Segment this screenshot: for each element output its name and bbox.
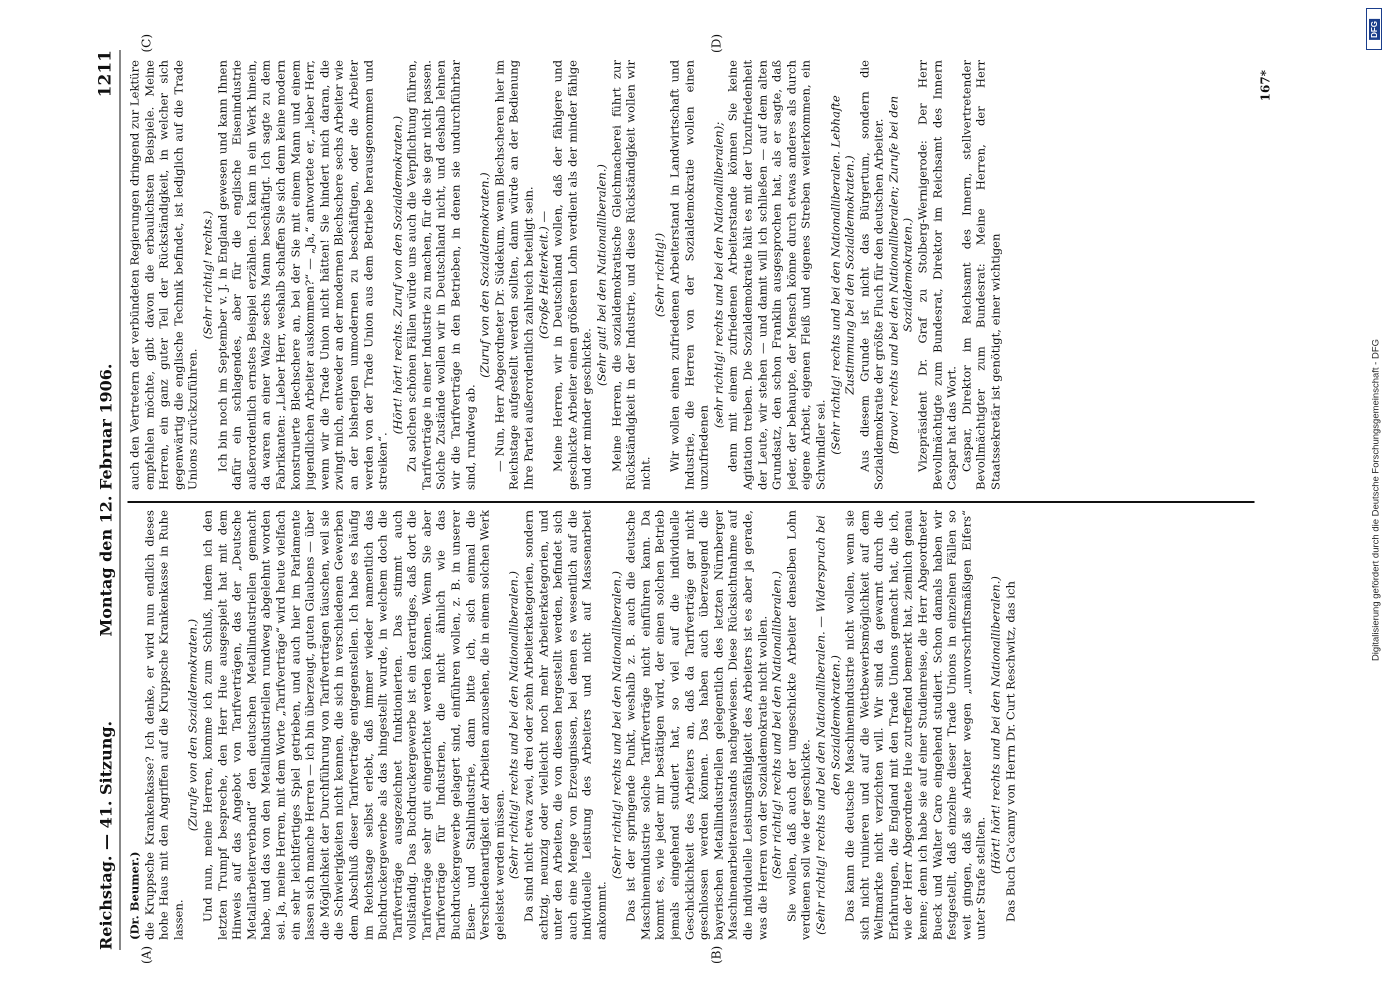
dfg-logo: DFG [1366,8,1382,50]
right-interjection: (sehr richtig! rechts und bei den Nationalliberalen); [710,121,725,429]
column-divider [127,502,1254,504]
left-interjection: (Sehr richtig! rechts und bei den Nationalliberalen.) [608,570,623,880]
left-interjection: (Sehr richtig! rechts und bei den Nationalliberalen.) [506,570,521,880]
header-date: Montag den 12. Februar 1906. [96,363,115,637]
right-paragraph: Wir wollen einen zufriedenen Arbeiterstand in Landwirtschaft und Industrie, die Herren von der Sozialdemokratie wollen einen unzufriedenen [666,60,711,490]
right-text-column [127,60,1244,490]
right-interjection: (Große Heiterkeit.) — [535,210,550,340]
right-paragraph: Aus diesem Grunde ist nicht das Bürgertum, sondern die Sozialdemokratie der größte Fluch für den deutschen Arbeiter. [856,60,886,490]
right-interjection: (Zuruf von den Sozialdemokraten.) [477,172,492,378]
right-paragraph: Ich bin noch im September v. J. in England gewesen und kann Ihnen dafür ein schlagendes, aber für die englische Eisenindustrie außerordentlich ernstes Beispiel erzählen. Ich kam in ein Werk hinein, da waren an einer Walze sechs Mann beschäftigt. Ich sagte zu dem Fabrikanten: „Lieber Herr, weshalb schaffen Sie sich denn keine modern konstruierte Blechschere an, bei der Sie mit einem Mann und einem jugendlichen Arbeiter auskommen?“ — „Ja,“ antwortete er, „lieber Herr, wenn wir die Trade Union nicht hätten! Sie hindert mich daran, die zwingt mich, entweder an der modernen Blechschere sechs Arbeiter wie an der bisherigen unmodernen zu beschäftigen, oder die Arbeiter werden von der Trade Union aus dem Betriebe herausgenommen und streiken“. [214,60,390,490]
margin-letter-c: (C) [139,34,153,53]
left-paragraph: Sie wollen, daß auch der ungeschickte Arbeiter denselben Lohn verdienen soll wie der geschickte. [783,510,813,940]
right-interjection: (Sehr richtig! rechts.) [199,210,214,340]
left-interjection: (Zurufe von den Sozialdemokraten.) [185,618,200,832]
speaker-tag: (Dr. Beumer.) [127,851,141,940]
right-interjection: (Sehr richtig!) [652,232,667,318]
left-paragraph: Das ist der springende Punkt, weshalb z. B. auch die deutsche Maschinenindustrie solche Tarifverträge nicht einführen kann. Da kommt es, wie jeder mir bestätigen wird, der einen solchen Betrieb jemals eingehend studiert hat, so viel auf die individuelle Geschicklichkeit des Arbeiters an, daß da Tarifverträge gar nicht geschlossen werden können. Das haben auch überzeugend die bayerischen Metallindustriellen gelegentlich des letzten Nürnberger Maschinenarbeiterausstands nachgewiesen. Diese Rücksichtnahme auf die individuelle Leistungsfähigkeit des Arbeiters ist es aber ja gerade, was die Herren von der Sozialdemokratie nicht wollen. [623,510,769,940]
right-interjection: (Bravo! rechts und bei den Nationalliberalen; Zurufe bei den Sozialdemokraten.) [885,95,915,455]
left-paragraph: Das Buch Ca'canny von Herrn Dr. Curt Reschwitz, das ich [1002,581,1017,922]
left-paragraph: Das kann die deutsche Maschinenindustrie nicht wollen, wenn sie sich nicht ruinieren und auf die Wettbewerbsmöglichkeit auf dem Weltmarkte nicht verzichten will. Wir sind da gewarnt durch die Erfahrungen, die England mit den Trade Unions gemacht hat, die ich, wie der Herr Abgeordnete Hue zutreffend bemerkt hat, ziemlich genau kenne; denn ich habe sie auf einer Studienreise, die Herr Abgeordneter Bueck und Walter Caro eingehend studiert. Schon damals haben wir festgestellt, daß einzelne dieser Trade Unions in einzelnen Fällen so weit gingen, daß sie Arbeiter wegen „unvorschriftsmäßigen Eifers“ unter Strafe stellten. [842,510,988,940]
page-number: 1211 [95,50,115,98]
left-paragraph: Da sind nicht etwa zwei, drei oder zehn Arbeiterkategorien, sondern achtzig, neunzig oder vielleicht noch mehr Arbeiterkategorien, und unter den Arbeiten, die von diesen hergestellt werden, befindet sich auch eine Menge von Erzeugnissen, bei denen es wesentlich auf die individuelle Leistung des Arbeiters und nicht auf Massenarbeit ankommt. [521,510,608,940]
left-paragraph: Und nun, meine Herren, komme ich zum Schluß, indem ich den letzten Trumpf bespreche, den Herr Hue ausgespielt hat mit dem Hinweis auf das Angebot von Tarifverträgen, das der „Deutsche Metallarbeiterverband“ den deutschen Metallindustriellen gemacht habe, und das von den Metallindustriellen rundweg abgelehnt worden sei. Ja, meine Herren, mit dem Worte „Tarifverträge“ wird heute vielfach ein sehr leichtfertiges Spiel getrieben, und auch hier im Parlamente lassen sich manche Herren — ich bin überzeugt, guten Glaubens — über die Möglichkeit der Durchführung von Tarifverträgen täuschen, weil sie die Schwierigkeiten nicht kennen, die sich in verschiedenen Gewerben dem Abschluß dieser Tarifverträge entgegenstellen. Ich habe es häufig im Reichstage selbst erlebt, daß immer wieder namentlich das Buchdruckergewerbe als das hingestellt wurde, in welchem doch die Tarifverträge ausgezeichnet funktionierten. Das stimmt auch vollständig. Das Buchdruckergewerbe ist ein derartiges, daß dort die Tarifverträge sehr gut eingerichtet werden können. Wenn Sie aber Tarifverträge für Industrien, die nicht ähnlich wie das Buchdruckergewerbe gelagert sind, einführen wollen, z. B. in unserer Eisen- und Stahlindustrie, dann bitte ich, sich einmal die Verschiedenartigkeit der Arbeiten anzusehen, die in einem solchen Werk geleistet werden müssen. [199,510,506,940]
right-paragraph: auch den Vertretern der verbündeten Regierungen dringend zur Lektüre empfehlen möchte, gibt davon die erbaulichsten Beispiele. Meine Herren, ein ganz guter Teil der Rückständigkeit, in welcher sich gegenwärtig die englische Technik befindet, ist lediglich auf die Trade Unions zurückzuführen. [127,60,200,490]
left-paragraph: die Kruppsche Krankenkasse? Ich denke, er wird nun endlich dieses hohe Haus mit den Angriffen auf die Kruppsche Krankenkasse in Ruhe lassen. [141,510,185,940]
printed-page [69,30,1314,970]
right-paragraph: Meine Herren, wir in Deutschland wollen, daß der fähigere und geschickte Arbeiter einen größeren Lohn verdient als der minder fähige und der minder geschickte. [550,60,594,490]
digitization-credit: Digitalisierung gefördert durch die Deutsche Forschungsgemeinschaft - DFG [1370,338,1382,662]
right-interjection: (Sehr gut! bei den Nationalliberalen.) [594,164,608,386]
margin-letter-a: (A) [139,945,153,964]
right-paragraph: denn mit einem zufriedenen Arbeiterstande können Sie keine Agitation treiben. Die Sozialdemokratie hält es mit der Unzufriedenheit der Leute, wir stehen — und damit will ich schließen — auf dem alten Grundsatz, den schon Franklin ausgesprochen hat, als er sagte, daß jeder, der behaupte, der Mensch könne durch etwas anderes als durch eigene Arbeit, eigenen Fleiß und eigenes Streben weiterkommen, ein Schwindler sei. [725,60,827,490]
left-interjection: (Sehr richtig! rechts und bei den Nationalliberalen. — Widerspruch bei den Sozialdemokraten.) [812,515,842,935]
right-paragraph: Vizepräsident Dr. Graf zu Stolberg-Wernigerode: Der Herr Bevollmächtigte zum Bundesrat, Direktor im Reichsamt des Innern Caspar hat das Wort. [915,60,959,490]
right-interjection: (Sehr richtig! rechts und bei den Nationalliberalen. Lebhafte Zustimmung bei den Sozialdemokraten.) [827,95,857,455]
left-interjection: (Sehr richtig! rechts und bei den Nationalliberalen.) [769,570,784,880]
left-text-column [127,510,1244,940]
signature-mark: 167* [1258,70,1272,102]
page-header [89,50,120,950]
header-session: Reichstag. — 41. Sitzung. [96,720,115,950]
right-interjection: (Hört! hört! rechts. Zuruf von den Sozialdemokraten.) [389,115,404,435]
right-paragraph: Caspar, Direktor im Reichsamt des Innern, stellvertretender Bevollmächtigter zum Bundesrat: Meine Herren, der Herr Staatssekretär ist genötigt, einer wichtigen [958,60,1003,490]
right-paragraph: — Nun, Herr Abgeordneter Dr. Südekum, wenn Blechscheren hier im Reichstage aufgestellt werden sollten, dann würde an der Bedienung Ihre Partei außerordentlich zahlreich beteiligt sein. [491,60,536,490]
margin-letter-d: (D) [709,34,723,53]
left-interjection: (Hört! hört! rechts und bei den Nationalliberalen.) [988,576,1003,874]
right-paragraph: Zu solchen schönen Fällen würde uns auch die Verpflichtung führen, Tarifverträge in einer Industrie zu machen, für die sie gar nicht passen. Solche Zustände wollen wir in Deutschland nicht, und deshalb lehnen wir die Tarifverträge in den Betrieben, in denen sie undurchführbar sind, rundweg ab. [404,60,477,490]
margin-letter-b: (B) [709,945,723,964]
right-paragraph: Meine Herren, die sozialdemokratische Gleichmacherei führt zur Rückständigkeit in der Industrie, und diese Rückständigkeit wollen wir nicht. [608,60,652,490]
